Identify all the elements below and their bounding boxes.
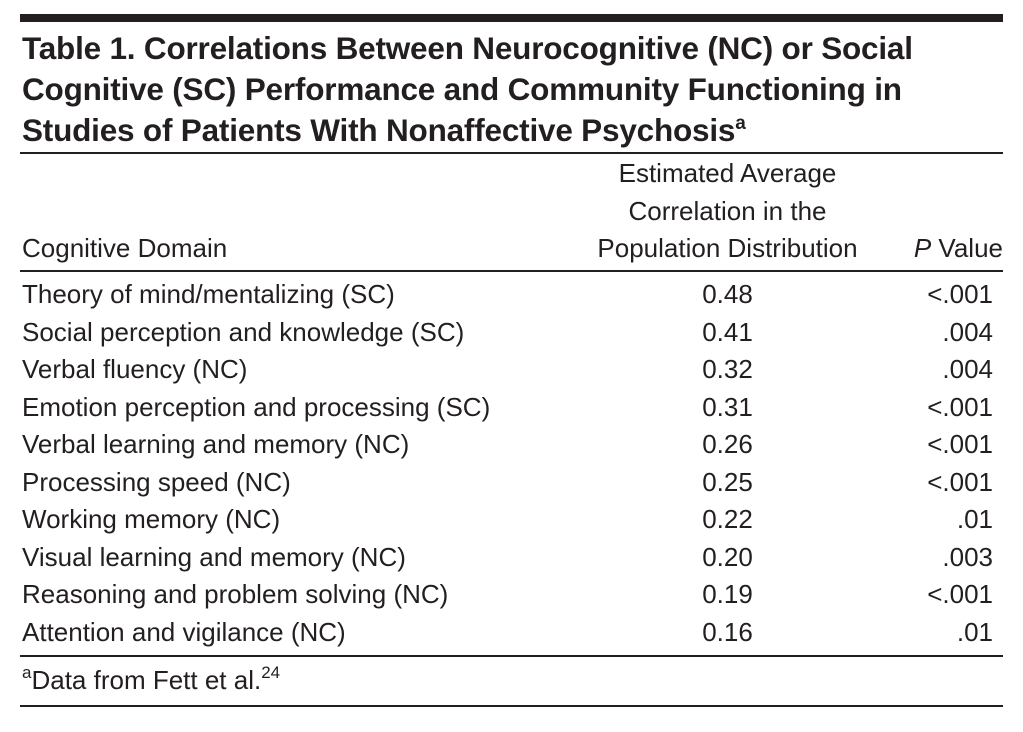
table-row xyxy=(0,426,1023,464)
table-row xyxy=(0,314,1023,352)
footnote-text: Data from Fett et al. xyxy=(31,665,262,695)
row-domain: Emotion perception and processing (SC) xyxy=(22,391,491,422)
row-domain: Social perception and knowledge (SC) xyxy=(22,316,465,347)
table-row xyxy=(0,614,1023,652)
row-p-value: <.001 xyxy=(927,279,993,309)
row-domain: Theory of mind/mentalizing (SC) xyxy=(22,279,395,309)
table-footnote xyxy=(22,662,280,698)
row-p-value: <.001 xyxy=(927,579,993,609)
header-bottom-rule xyxy=(20,270,1003,272)
row-p-value: .01 xyxy=(956,616,993,647)
table-row xyxy=(0,539,1023,577)
row-p-value: .01 xyxy=(956,504,993,534)
row-correlation: 0.32 xyxy=(702,354,753,384)
row-domain: Attention and vigilance (NC) xyxy=(22,616,346,647)
title-footnote-marker: a xyxy=(735,113,746,134)
row-p-value: <.001 xyxy=(927,466,993,497)
table-row xyxy=(0,351,1023,389)
table-title-text: Table 1. Correlations Between Neurocognitive (NC) or Social Cognitive (SC) Performance and Community Functioning in Studies of Patients With Nonaffective Psychosis xyxy=(22,30,913,148)
table-row xyxy=(0,464,1023,502)
row-domain: Processing speed (NC) xyxy=(22,466,291,497)
header-correlation-line1: Estimated Average xyxy=(618,158,837,188)
footnote-bottom-rule xyxy=(20,705,1003,707)
row-p-value: .003 xyxy=(942,541,993,572)
header-correlation-line3: Population Distribution xyxy=(597,233,858,263)
row-domain: Reasoning and problem solving (NC) xyxy=(22,579,449,609)
header-correlation-line2: Correlation in the xyxy=(628,195,827,226)
row-correlation: 0.48 xyxy=(702,279,753,309)
row-domain: Visual learning and memory (NC) xyxy=(22,541,406,572)
row-correlation: 0.16 xyxy=(702,616,753,647)
row-correlation: 0.26 xyxy=(702,429,753,459)
row-p-value: <.001 xyxy=(927,429,993,459)
row-correlation: 0.25 xyxy=(702,466,753,497)
footnote-reference: 24 xyxy=(261,663,281,682)
table-title xyxy=(22,28,1002,151)
table-body xyxy=(0,276,1023,651)
top-thick-rule xyxy=(20,14,1003,22)
row-domain: Verbal fluency (NC) xyxy=(22,354,248,384)
row-domain: Verbal learning and memory (NC) xyxy=(22,429,410,459)
row-p-value: .004 xyxy=(942,316,993,347)
body-bottom-rule xyxy=(20,655,1003,657)
footnote-marker: a xyxy=(22,663,32,682)
header-top-rule xyxy=(20,152,1003,154)
header-p-value xyxy=(895,230,1003,268)
table-row xyxy=(0,576,1023,614)
row-correlation: 0.22 xyxy=(702,504,753,534)
header-p-rest: Value xyxy=(931,233,1003,263)
table-row xyxy=(0,501,1023,539)
header-correlation xyxy=(565,155,890,268)
header-p-italic: P xyxy=(913,233,932,263)
row-p-value: <.001 xyxy=(927,391,993,422)
header-cognitive-domain: Cognitive Domain xyxy=(22,233,228,263)
row-correlation: 0.20 xyxy=(702,541,753,572)
table-row xyxy=(0,389,1023,427)
row-domain: Working memory (NC) xyxy=(22,504,281,534)
row-p-value: .004 xyxy=(942,354,993,384)
row-correlation: 0.19 xyxy=(702,579,753,609)
table-row xyxy=(0,276,1023,314)
row-correlation: 0.41 xyxy=(702,316,753,347)
row-correlation: 0.31 xyxy=(702,391,753,422)
